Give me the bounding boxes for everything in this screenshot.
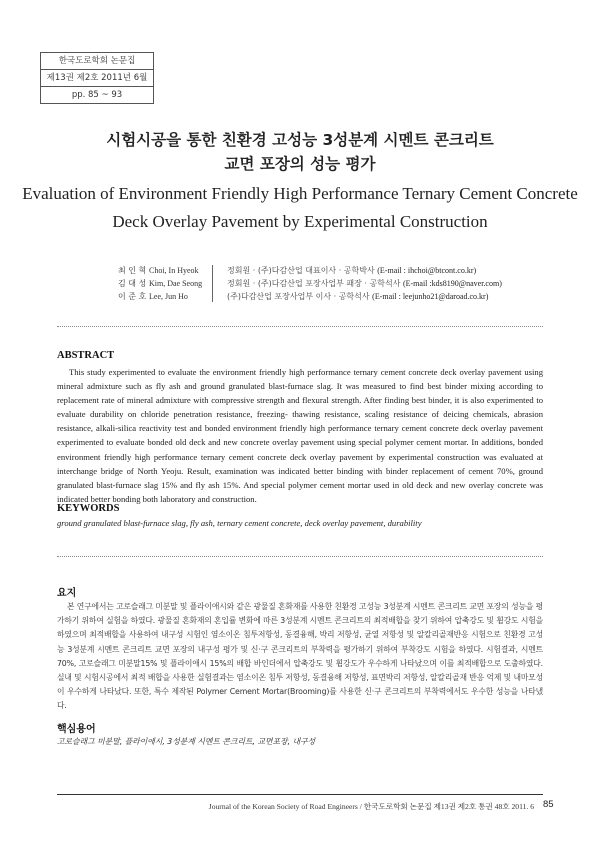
author-list	[118, 264, 502, 303]
author-name-korean: 김 대 성	[118, 279, 147, 288]
section-divider	[57, 556, 543, 557]
page-number: 85	[543, 799, 554, 810]
author-name-english: Kim, Dae Seong	[149, 279, 203, 288]
keywords-text: ground granulated blast-furnace slag, fly ash, ternary cement concrete, deck overlay pavement, durability	[57, 518, 422, 528]
author-name-korean: 최 인 혁	[118, 266, 147, 275]
section-divider	[57, 326, 543, 327]
author-name-english: Choi, In Hyeok	[149, 266, 199, 275]
english-title-line1: Evaluation of Environment Friendly High Performance Ternary Cement Concrete	[22, 184, 578, 203]
affiliation-text: (주)다감산업 포장사업부 이사 · 공학석사	[227, 292, 370, 301]
author-row	[118, 277, 502, 290]
affiliation-text: 정회원 · (주)다감산업 포장사업부 패장 · 공학석사	[227, 279, 401, 288]
core-terms-heading: 핵심용어	[57, 724, 96, 735]
korean-title-line2: 교면 포장의 성능 평가	[224, 155, 376, 173]
journal-info-box	[40, 52, 154, 104]
author-affiliation	[211, 277, 502, 290]
keywords-heading: KEYWORDS	[57, 503, 120, 514]
journal-pages: pp. 85 ~ 93	[41, 86, 153, 103]
author-name-english: Lee, Jun Ho	[149, 292, 188, 301]
footer-citation: Journal of the Korean Society of Road Engineers / 한국도로학회 논문집 제13권 제2호 통권 48호 2011. 6	[208, 802, 534, 811]
author-affiliation	[211, 290, 488, 303]
author-affiliation	[211, 264, 476, 277]
journal-volume: 제13권 제2호 2011년 6월	[41, 69, 153, 86]
core-terms-text: 고로슬래그 미분말, 플라이애시, 3성분계 시멘트 콘크리트, 교면포장, 내구성	[57, 737, 316, 746]
author-email: (E-mail : leejunho21@daroad.co.kr)	[372, 292, 489, 301]
summary-body: 본 연구에서는 고로슬래그 미분말 및 플라이애시와 같은 광물질 혼화재를 사용한 친환경 고성능 3성분계 시멘트 콘크리트 교면 포장의 성능을 평가하기 위하여 실험을 하였다. 광물질 혼화재의 혼입률 변화에 따른 3성분계 시멘트 콘크리트의 최적배합을 찾기 위하여 압축강도 및 휨강도 시험을 하였으며 최적배합을 사용하여 내구성 시험인 염소이온 침투저항성, 동결융해, 박리 저항성, 균열 저항성 및 알칼리골재반응 시험으로 친환경 고성능 3성분계 시멘트 콘크리트 교면 포장의 내구성 평가 및 신·구 콘크리트의 부착력을 평가하기 위하여 부착강도 시험을 하였다. 시험결과, 시멘트 70%, 고로슬래그 미분말15% 및 플라이애시 15%의 배합 바인더에서 압축강도 및 휨강도가 우수하게 나타났으며 이를 최적배합으로 도출하였다. 실내 및 시험시공에서 최적 배합을 사용한 실험결과는 염소이온 침투 저항성, 동결융해 저항성, 표면박리 저항성, 알칼리골재 반응 억제 및 내마모성이 우수하게 나타났다. 또한, 특수 제작된 Polymer Cement Mortar(Brooming)를 사용한 신·구 콘크리트의 부착력에서도 우수한 성능을 나타냈다.	[57, 602, 543, 711]
korean-title-line1: 시험시공을 통한 친환경 고성능 3성분계 시멘트 콘크리트	[106, 131, 494, 149]
footer-rule	[57, 794, 543, 795]
journal-name: 한국도로학회 논문집	[58, 56, 136, 66]
author-row	[118, 290, 502, 303]
author-divider	[212, 265, 213, 302]
author-name-korean: 이 준 호	[118, 292, 147, 301]
author-row	[118, 264, 502, 277]
abstract-heading: ABSTRACT	[57, 350, 115, 361]
affiliation-text: 정회원 · (주)다감산업 대표이사 · 공학박사	[227, 266, 375, 275]
abstract-body: This study experimented to evaluate the environment friendly high performance ternary cement concrete deck overlay pavement using mineral admixture such as fly ash and ground granulated blast-furnace slag. It was measured to find best binder mixing according to replacement rate of mineral admixture with compressive strength and flexural strength. After finding best binder, it is also experimented to evaluate durability on chloride penetration resistance, freezing- thawing resistance, scaling resistance of deicing chemicals, abrasion resistance, alkali-silica reactivity test and bonded environment friendly high performance ternary cement concrete deck overlay pavement experimented to evaluate bonded old deck and new concrete overlay pavement using special polymer cement mortar. In additions, bonded environment friendly high performance ternary cement concrete deck overlay pavement by experimental construction was evaluated at interchange bridge of North Yeoju. Result, examination was indicated better binding with binder replacement of cement 70%, ground granulated blast-furnace slag 15% and fly ash 15%. And special polymer cement mortar used in old deck and new overlay concrete was indicated better bonding both laboratory and construction.	[57, 367, 543, 504]
author-email: (E-mail : ihchoi@btcont.co.kr)	[377, 266, 477, 275]
english-title-line2: Deck Overlay Pavement by Experimental Construction	[112, 212, 488, 231]
author-email: (E-mail :kds8190@naver.com)	[402, 279, 502, 288]
summary-heading: 요지	[57, 588, 77, 599]
